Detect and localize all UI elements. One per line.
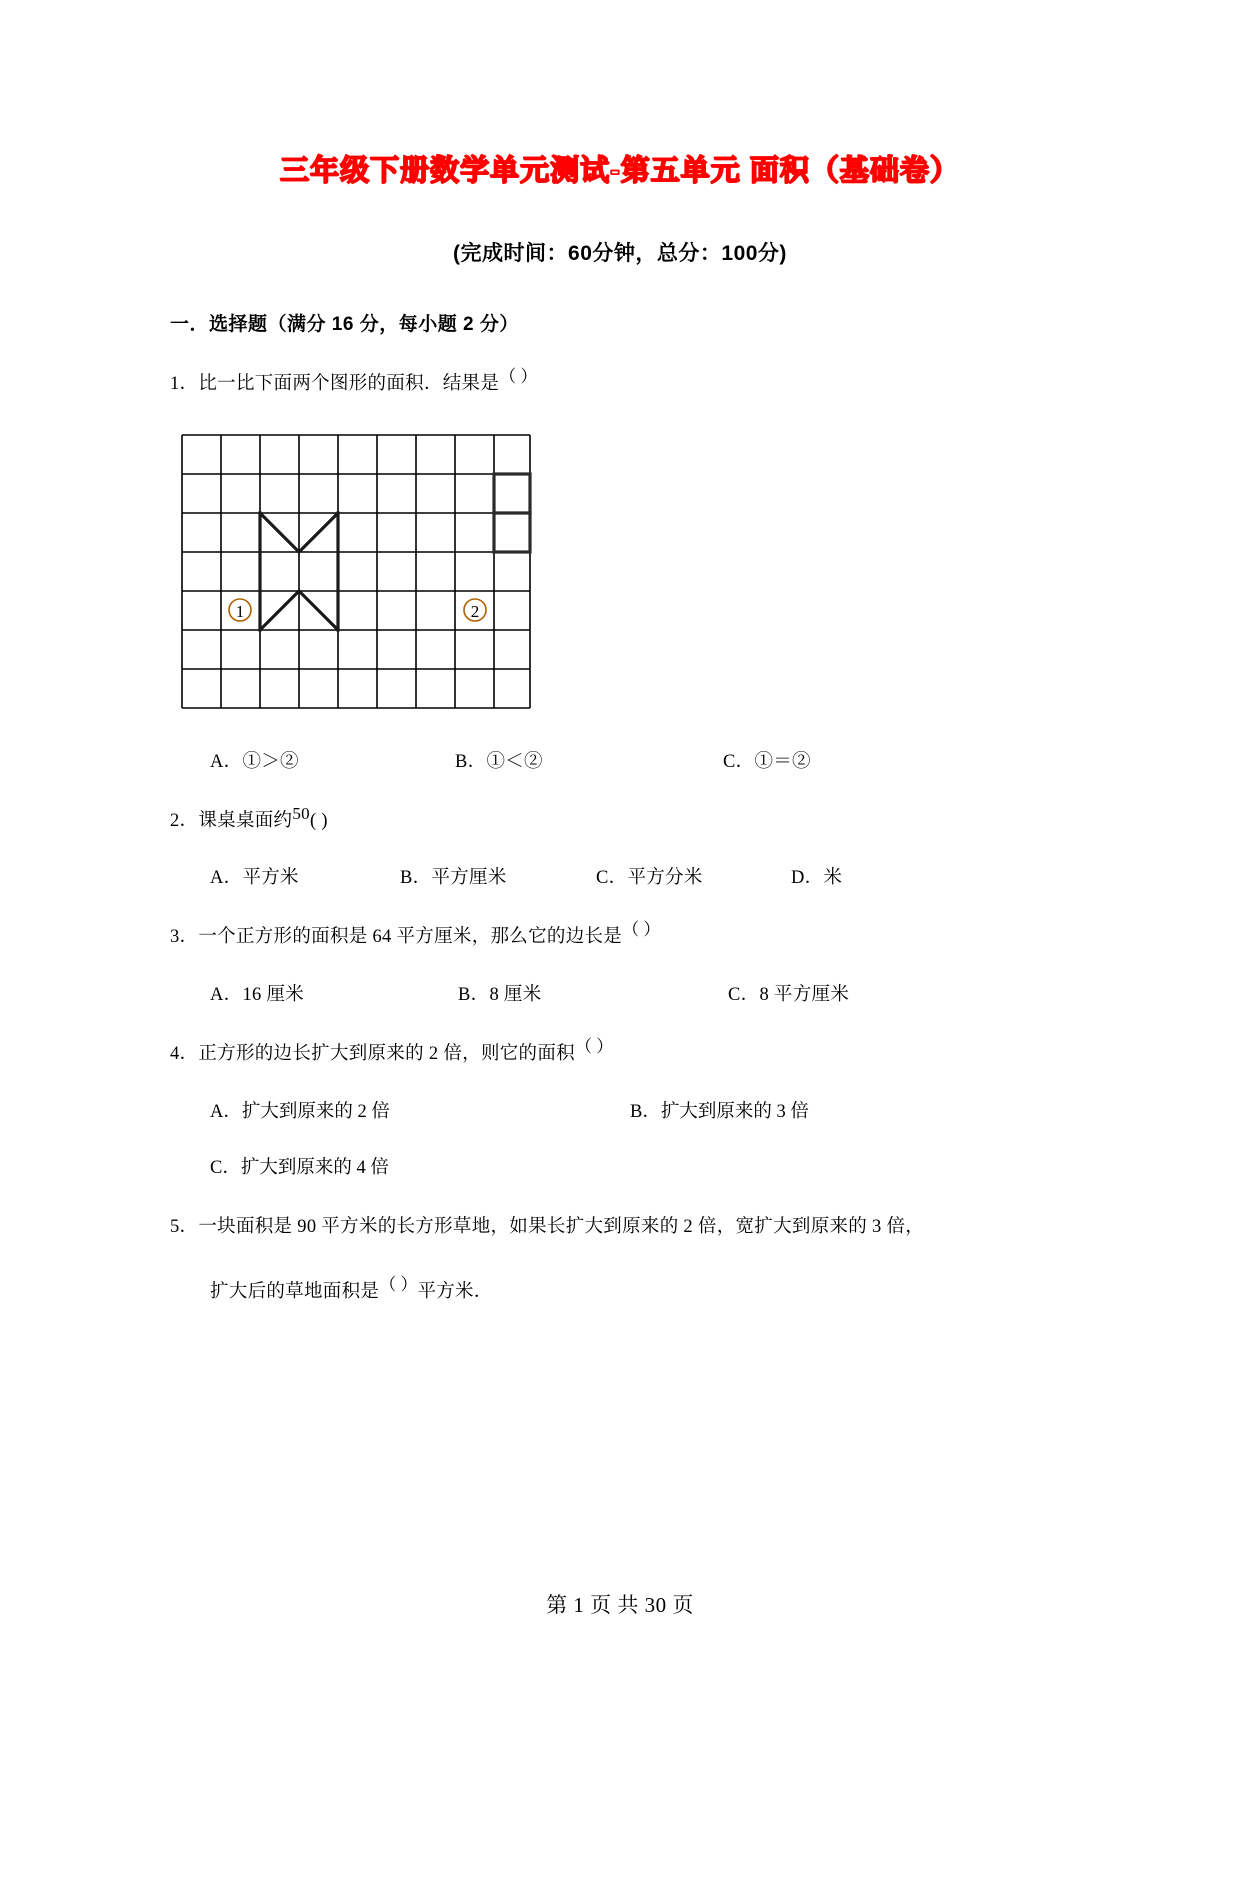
page-footer: 第 1 页 共 30 页 xyxy=(546,1593,694,1617)
area-grid-svg xyxy=(180,433,532,714)
section-heading-choice: 一．选择题（满分 16 分，每小题 2 分） xyxy=(170,314,519,335)
question-2-options xyxy=(210,863,1070,889)
svg-text:1: 1 xyxy=(235,601,245,621)
question-2-option-a[interactable]: A．平方米 xyxy=(210,868,299,889)
figure-area-comparison xyxy=(180,433,1070,719)
page-title: 三年级下册数学单元测试-第五单元 面积（基础卷） xyxy=(280,155,960,187)
question-2-superscript: 50 xyxy=(292,803,310,823)
exam-info-subtitle: (完成时间：60分钟，总分：100分) xyxy=(453,242,787,265)
question-2-option-d[interactable]: D．米 xyxy=(791,868,843,889)
grid-lines xyxy=(182,435,530,708)
question-1-blank: （ ） xyxy=(499,367,538,386)
question-1-option-c[interactable]: C．①＝② xyxy=(723,751,811,772)
figure-label-two xyxy=(464,599,486,621)
question-1-options xyxy=(210,747,1070,773)
question-4-option-a[interactable]: A．扩大到原来的 2 倍 xyxy=(210,1101,390,1122)
question-2-option-b[interactable]: B．平方厘米 xyxy=(400,868,507,889)
question-4-text: 4．正方形的边长扩大到原来的 2 倍，则它的面积 xyxy=(170,1044,575,1065)
question-4-options-row-2 xyxy=(210,1153,1070,1179)
question-5-text-after: 平方米． xyxy=(417,1282,493,1303)
document-page xyxy=(0,148,1240,1902)
question-2-blank: ( ) xyxy=(309,810,328,831)
shape-two-outline xyxy=(494,474,530,552)
question-3 xyxy=(170,920,1070,952)
question-3-blank: （ ） xyxy=(622,920,661,940)
question-1-option-a[interactable]: A．①＞② xyxy=(210,751,299,772)
question-4-option-c[interactable]: C．扩大到原来的 4 倍 xyxy=(210,1157,389,1178)
question-1-option-b[interactable]: B．①＜② xyxy=(455,751,543,772)
question-4-options xyxy=(210,1097,1070,1179)
question-1-text: 1．比一比下面两个图形的面积．结果是 xyxy=(170,374,500,394)
question-5-continuation xyxy=(210,1277,1070,1303)
question-5-text: 5．一块面积是 90 平方米的长方形草地，如果长扩大到原来的 2 倍，宽扩大到原来的 3 倍， xyxy=(170,1216,925,1237)
question-2-text: 2．课桌桌面约 xyxy=(170,810,293,831)
question-4-blank: （ ） xyxy=(574,1037,614,1057)
question-3-option-a[interactable]: A．16 厘米 xyxy=(210,985,305,1006)
question-3-text: 3．一个正方形的面积是 64 平方厘米，那么它的边长是 xyxy=(170,927,623,948)
question-3-options xyxy=(210,980,1070,1006)
figure-label-one xyxy=(229,599,251,621)
question-5-blank: （ ） xyxy=(379,1275,418,1295)
question-5 xyxy=(170,1213,1070,1242)
svg-text:2: 2 xyxy=(470,601,480,621)
question-3-option-c[interactable]: C．8 平方厘米 xyxy=(728,985,850,1006)
question-1 xyxy=(170,367,1070,399)
question-3-option-b[interactable]: B．8 厘米 xyxy=(458,985,542,1006)
question-4-options-row-1 xyxy=(210,1097,1070,1123)
question-4 xyxy=(170,1037,1070,1069)
question-4-option-b[interactable]: B．扩大到原来的 3 倍 xyxy=(630,1101,809,1122)
question-2 xyxy=(170,803,1070,836)
question-5-text-before: 扩大后的草地面积是 xyxy=(210,1282,380,1303)
question-2-option-c[interactable]: C．平方分米 xyxy=(596,868,703,889)
